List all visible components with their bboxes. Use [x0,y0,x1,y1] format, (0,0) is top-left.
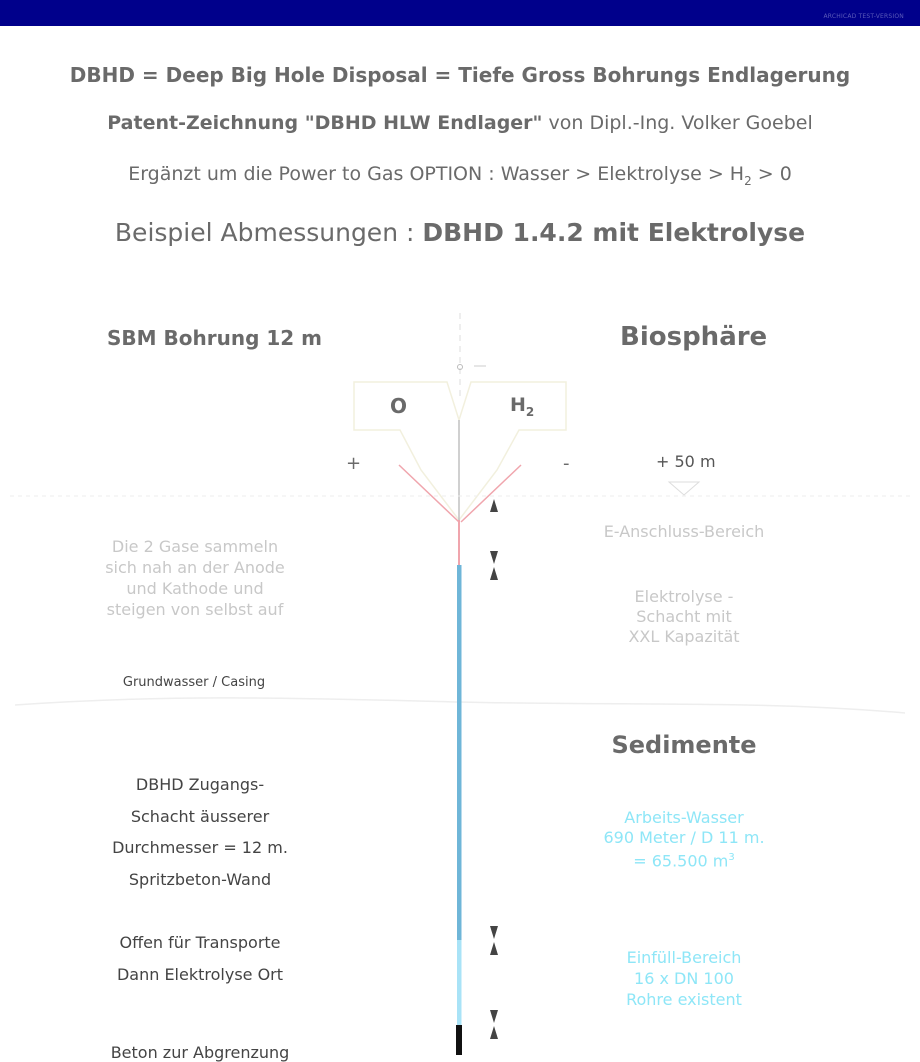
level-marker-icon [669,482,699,495]
plus-label: + [346,453,362,474]
oxygen-label: O [390,394,408,418]
zugang-line: Durchmesser = 12 m. [112,838,288,857]
dim-arrow-down-3 [490,1010,498,1023]
anode-line [399,465,459,522]
gases-line: und Kathode und [126,579,264,598]
biosphere-label: Biosphäre [620,322,768,352]
zugang-line: Schacht äusserer [130,806,270,826]
elevation-label: + 50 m [656,452,716,471]
hydrogen-letter: H [510,394,526,416]
beton-label: Beton zur Abgrenzung [110,1043,290,1062]
arbeitswasser-note [584,808,784,871]
e-anschluss-label: E-Anschluss-Bereich [603,522,765,541]
einfuell-note [584,947,784,1010]
minus-label: - [563,453,570,474]
dim-arrow-up-3 [490,942,498,955]
sedimente-label: Sedimente [611,731,757,759]
elektrolyse-line: Schacht mit [636,607,732,626]
h2-subscript: 2 [744,173,752,188]
hydrogen-label [510,394,534,419]
dim-arrow-down-1 [490,551,498,564]
elektrolyse-line: Elektrolyse - [634,587,734,606]
gases-line: sich nah an der Anode [105,558,285,577]
example-label: Beispiel Abmessungen : [114,218,423,247]
volume-value: = 65.500 m [633,851,729,871]
cathode-line [461,465,521,522]
einfuell-line: Rohre existent [626,990,742,1009]
sbm-label: SBM Bohrung 12 m [107,326,322,350]
concrete-plug [456,1025,462,1055]
dim-arrow-up-1 [490,499,498,512]
offen-line: Dann Elektrolyse Ort [116,964,284,984]
shaft-upper [457,565,462,940]
hydrogen-subscript: 2 [525,404,535,419]
offen-line: Offen für Transporte [119,933,281,952]
elektrolyse-line: XXL Kapazität [628,627,740,646]
patent-title: Patent-Zeichnung "DBHD HLW Endlager" [107,112,543,134]
einfuell-line: 16 x DN 100 [634,969,734,988]
dim-arrow-down-2 [490,926,498,939]
offen-note [80,927,320,990]
watermark: ARCHICAD TEST-VERSION [823,13,904,20]
title-line-1: DBHD = Deep Big Hole Disposal = Tiefe Gross Bohrungs Endlagerung [69,63,851,87]
grundwasser-label: Grundwasser / Casing [122,675,266,690]
arbeitswasser-line: 690 Meter / D 11 m. [603,828,765,847]
dim-arrow-up-2 [490,567,498,580]
gases-line: steigen von selbst auf [106,600,284,619]
zugang-note [80,769,320,895]
zugang-line: Spritzbeton-Wand [128,869,272,889]
model-name: DBHD 1.4.2 mit Elektrolyse [422,218,806,247]
gases-line: Die 2 Gase sammeln [111,537,279,556]
arbeitswasser-line [584,848,784,871]
gases-note [90,536,300,620]
einfuell-line: Einfüll-Bereich [626,948,742,967]
volume-exponent: 3 [728,852,735,863]
zugang-line: DBHD Zugangs- [135,775,265,794]
dim-arrow-up-4 [490,1026,498,1039]
shaft-fill-zone [457,940,462,1025]
elektrolyse-note [584,587,784,647]
arbeitswasser-line: Arbeits-Wasser [624,808,744,827]
power-to-gas-text: Ergänzt um die Power to Gas OPTION : Wasser > Elektrolyse > H [128,163,745,185]
power-to-gas-end: > 0 [751,163,792,185]
author: von Dipl.-Ing. Volker Goebel [542,112,813,134]
